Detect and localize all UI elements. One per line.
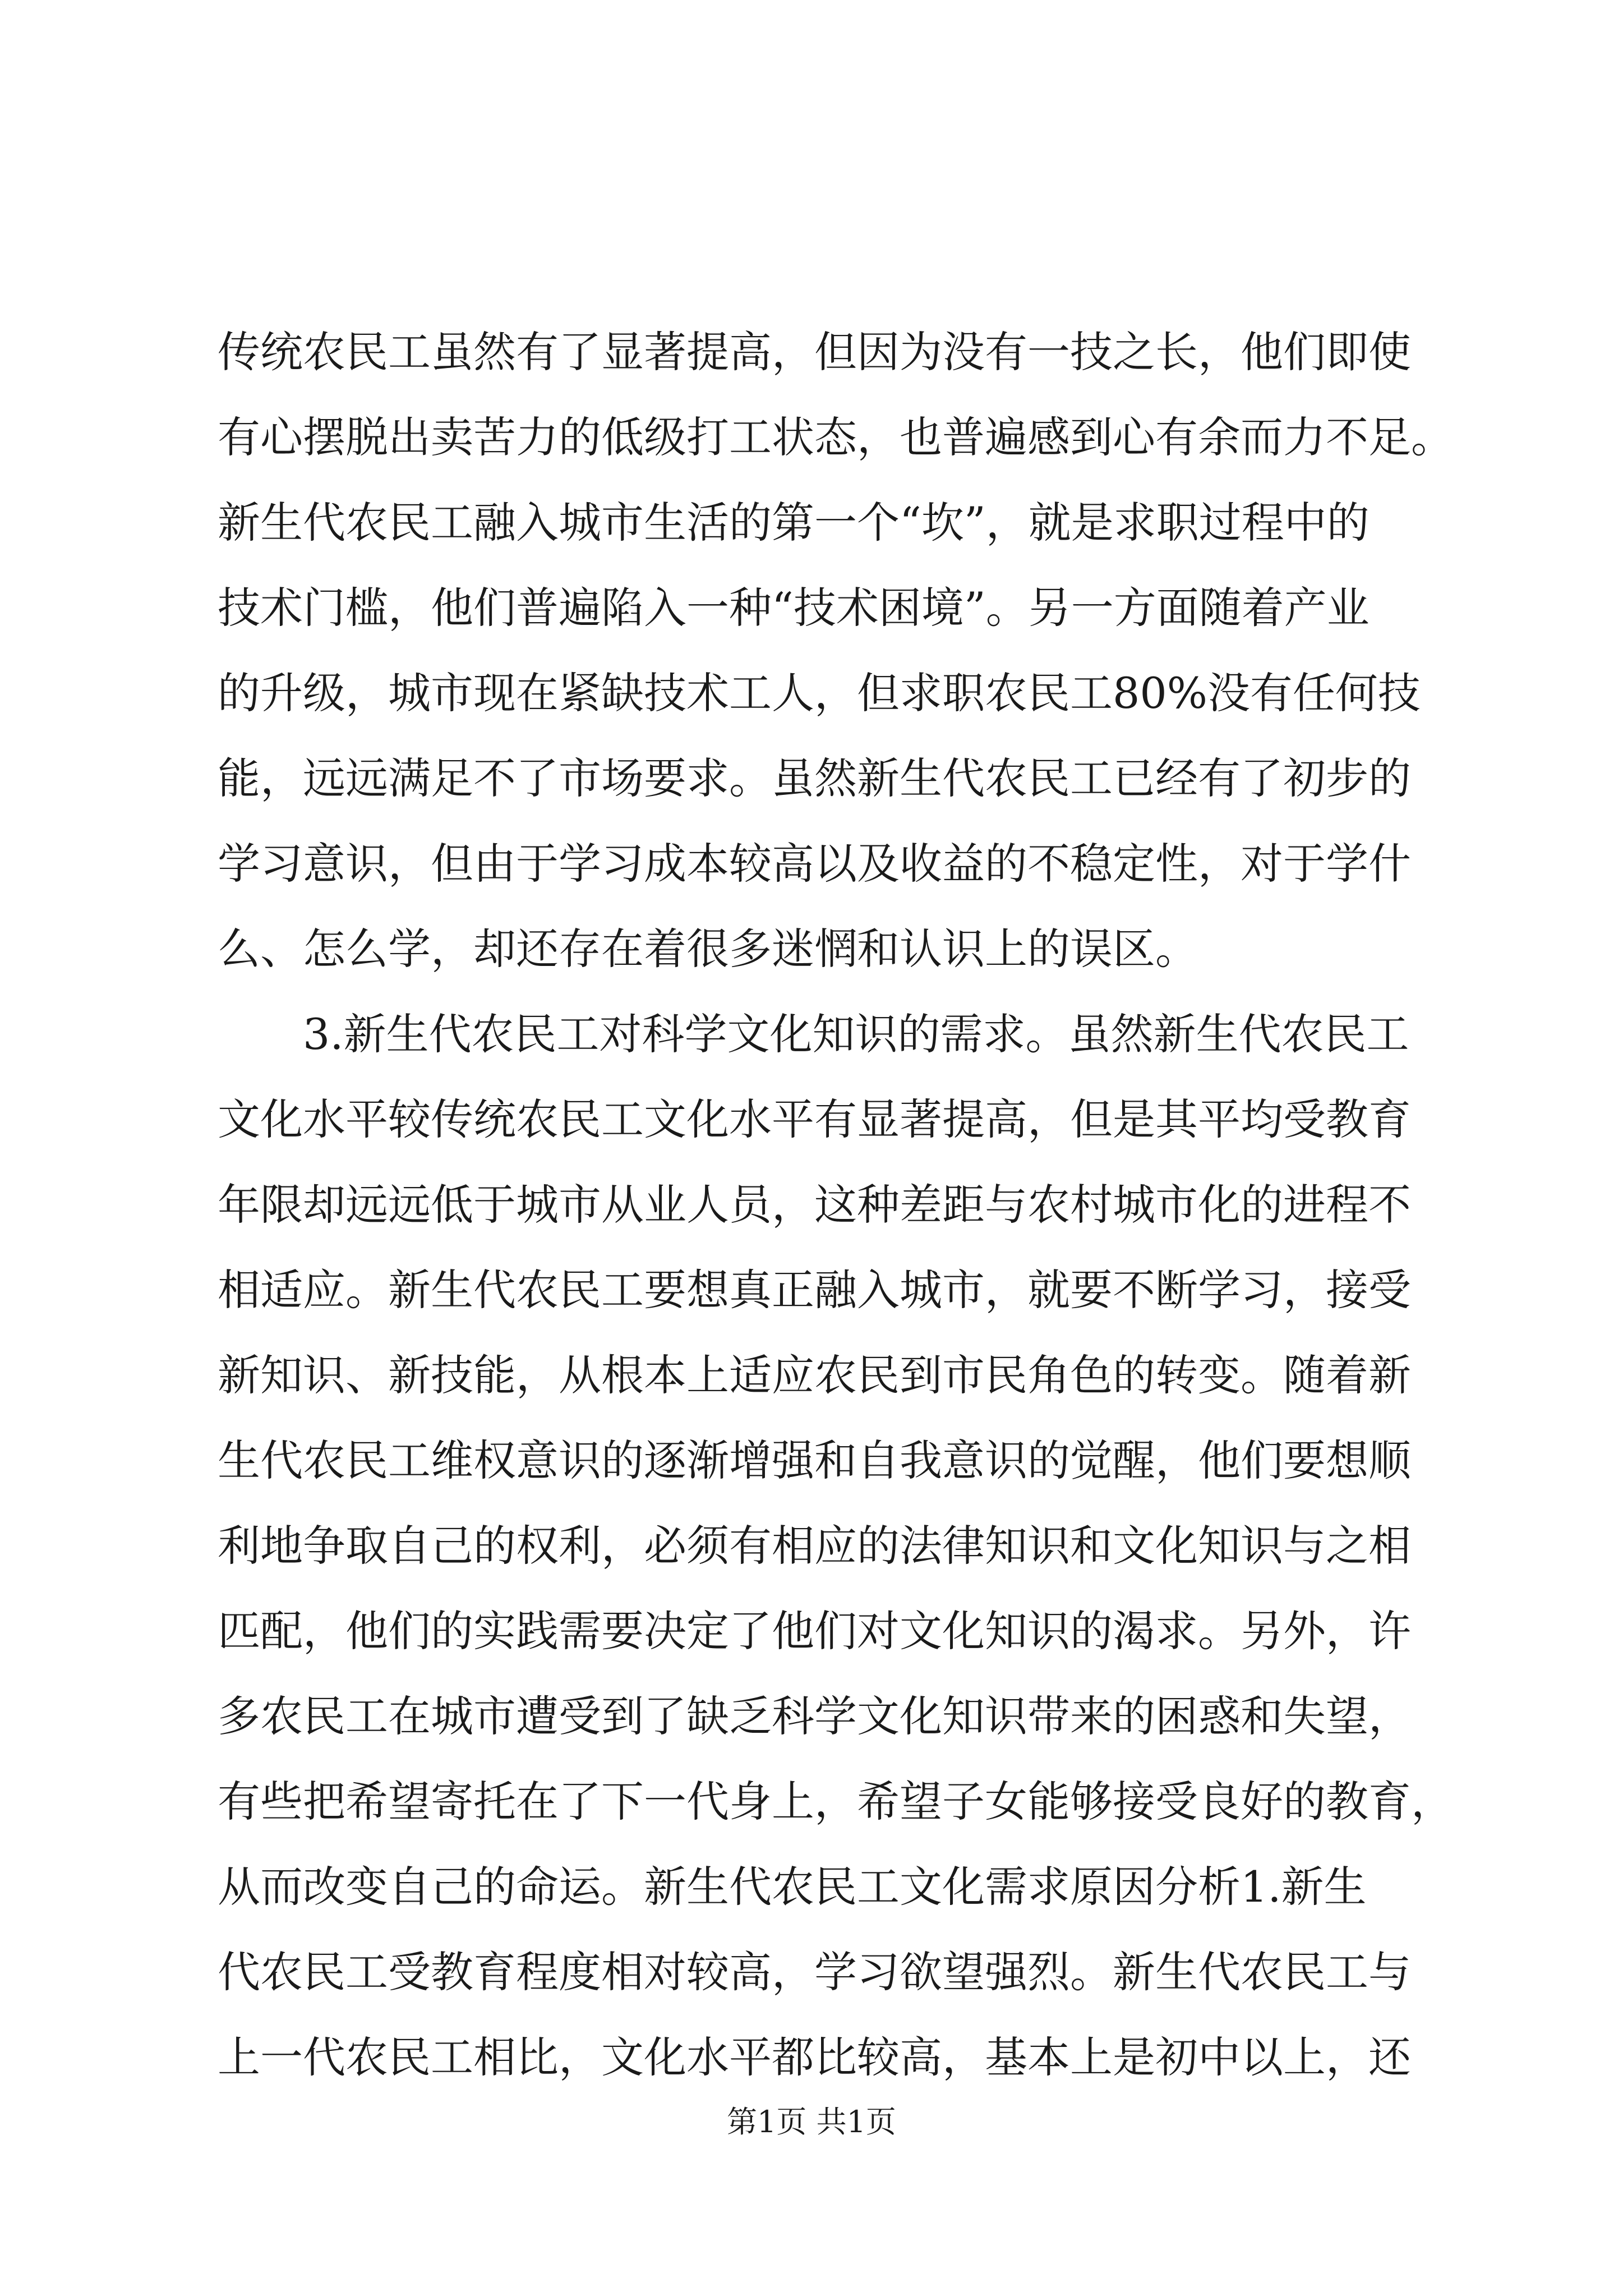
text-line: 年限却远远低于城市从业人员，这种差距与农村城市化的进程不 bbox=[218, 1180, 1411, 1230]
text-line: 技术门槛，他们普遍陷入一种“技术困境”。另一方面随着产业 bbox=[218, 583, 1370, 633]
text-line: 有心摆脱出卖苦力的低级打工状态，也普遍感到心有余而力不足。 bbox=[218, 412, 1454, 462]
text-line: 么、怎么学，却还存在着很多迷惘和认识上的误区。 bbox=[218, 924, 1198, 974]
text-line: 的升级，城市现在紧缺技术工人，但求职农民工80%没有任何技 bbox=[218, 668, 1421, 718]
text-line: 新知识、新技能，从根本上适应农民到市民角色的转变。随着新 bbox=[218, 1350, 1411, 1400]
text-line: 利地争取自己的权利，必须有相应的法律知识和文化知识与之相 bbox=[218, 1521, 1411, 1571]
text-line: 有些把希望寄托在了下一代身上，希望子女能够接受良好的教育， bbox=[218, 1777, 1454, 1826]
text-line: 传统农民工虽然有了显著提高，但因为没有一技之长，他们即使 bbox=[218, 327, 1411, 377]
text-line: 学习意识，但由于学习成本较高以及收益的不稳定性，对于学什 bbox=[218, 839, 1411, 889]
page-footer: 第1页 共1页 bbox=[727, 2104, 896, 2139]
text-line: 上一代农民工相比，文化水平都比较高，基本上是初中以上，还 bbox=[218, 2032, 1411, 2082]
text-line: 匹配，他们的实践需要决定了他们对文化知识的渴求。另外，许 bbox=[218, 1606, 1411, 1656]
text-line: 新生代农民工融入城市生活的第一个“坎”，就是求职过程中的 bbox=[218, 498, 1370, 547]
text-line: 从而改变自己的命运。新生代农民工文化需求原因分析1.新生 bbox=[218, 1862, 1367, 1912]
text-line: 生代农民工维权意识的逐渐增强和自我意识的觉醒，他们要想顺 bbox=[218, 1435, 1411, 1485]
body-text bbox=[218, 310, 1485, 2100]
text-line: 文化水平较传统农民工文化水平有显著提高，但是其平均受教育 bbox=[218, 1094, 1411, 1144]
text-line: 能，远远满足不了市场要求。虽然新生代农民工已经有了初步的 bbox=[218, 753, 1411, 803]
text-line: 代农民工受教育程度相对较高，学习欲望强烈。新生代农民工与 bbox=[218, 1947, 1411, 1997]
text-line: 相适应。新生代农民工要想真正融入城市，就要不断学习，接受 bbox=[218, 1265, 1411, 1315]
text-line: 多农民工在城市遭受到了缺乏科学文化知识带来的困惑和失望， bbox=[218, 1691, 1411, 1741]
text-line: 3.新生代农民工对科学文化知识的需求。虽然新生代农民工 bbox=[303, 1009, 1409, 1059]
